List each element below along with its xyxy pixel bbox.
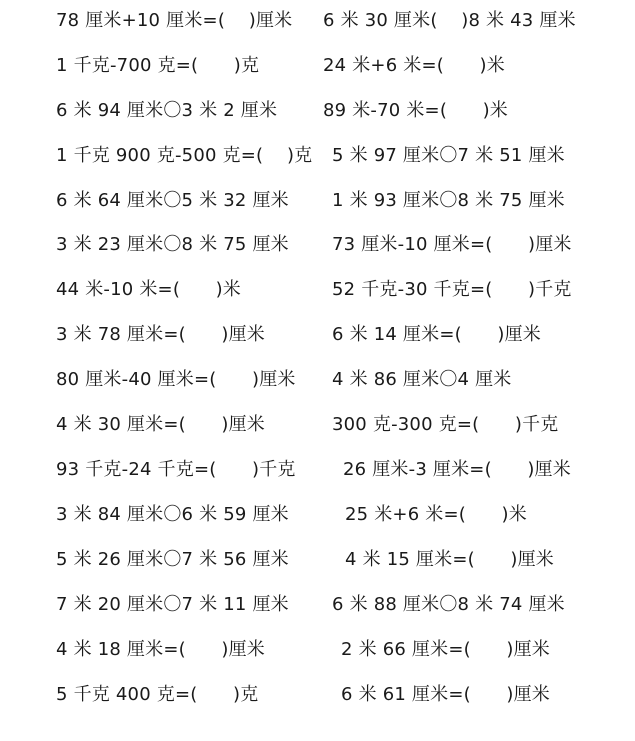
problem-row: [0, 141, 635, 171]
problem-left: 78 厘米+10 厘米=( )厘米: [56, 10, 293, 31]
problem-row: [0, 680, 635, 710]
problem-row: [0, 186, 635, 216]
problem-right: 1 米 93 厘米〇8 米 75 厘米: [332, 190, 565, 211]
problem-row: [0, 320, 635, 350]
problem-right: 2 米 66 厘米=( )厘米: [341, 639, 550, 660]
problem-right: 6 米 14 厘米=( )厘米: [332, 324, 541, 345]
problem-row: [0, 6, 635, 36]
problem-right: 5 米 97 厘米〇7 米 51 厘米: [332, 145, 565, 166]
problem-left: 1 千克 900 克-500 克=( )克: [56, 145, 313, 166]
problem-row: [0, 635, 635, 665]
problem-left: 44 米-10 米=( )米: [56, 279, 242, 300]
problem-left: 3 米 84 厘米〇6 米 59 厘米: [56, 504, 289, 525]
problem-left: 80 厘米-40 厘米=( )厘米: [56, 369, 296, 390]
problem-left: 7 米 20 厘米〇7 米 11 厘米: [56, 594, 289, 615]
problem-right: 89 米-70 米=( )米: [323, 100, 509, 121]
problem-row: [0, 230, 635, 260]
problem-right: 25 米+6 米=( )米: [345, 504, 527, 525]
problem-left: 93 千克-24 千克=( )千克: [56, 459, 296, 480]
problem-row: [0, 275, 635, 305]
problem-row: [0, 590, 635, 620]
problem-left: 3 米 78 厘米=( )厘米: [56, 324, 265, 345]
problem-right: 26 厘米-3 厘米=( )厘米: [343, 459, 571, 480]
problem-right: 73 厘米-10 厘米=( )厘米: [332, 234, 572, 255]
problem-row: [0, 545, 635, 575]
problem-left: 4 米 30 厘米=( )厘米: [56, 414, 265, 435]
problem-left: 6 米 94 厘米〇3 米 2 厘米: [56, 100, 278, 121]
problem-left: 4 米 18 厘米=( )厘米: [56, 639, 265, 660]
problem-row: [0, 500, 635, 530]
problem-right: 52 千克-30 千克=( )千克: [332, 279, 572, 300]
problem-right: 6 米 88 厘米〇8 米 74 厘米: [332, 594, 565, 615]
problem-right: 4 米 15 厘米=( )厘米: [345, 549, 554, 570]
problem-left: 1 千克-700 克=( )克: [56, 55, 260, 76]
problem-right: 300 克-300 克=( )千克: [332, 414, 559, 435]
problem-row: [0, 365, 635, 395]
problem-row: [0, 51, 635, 81]
problem-row: [0, 96, 635, 126]
problem-right: 24 米+6 米=( )米: [323, 55, 505, 76]
problem-row: [0, 410, 635, 440]
problem-right: 6 米 61 厘米=( )厘米: [341, 684, 550, 705]
problem-right: 6 米 30 厘米( )8 米 43 厘米: [323, 10, 576, 31]
problem-left: 3 米 23 厘米〇8 米 75 厘米: [56, 234, 289, 255]
problem-right: 4 米 86 厘米〇4 厘米: [332, 369, 512, 390]
problem-row: [0, 455, 635, 485]
problem-left: 6 米 64 厘米〇5 米 32 厘米: [56, 190, 289, 211]
problem-left: 5 千克 400 克=( )克: [56, 684, 259, 705]
problem-left: 5 米 26 厘米〇7 米 56 厘米: [56, 549, 289, 570]
